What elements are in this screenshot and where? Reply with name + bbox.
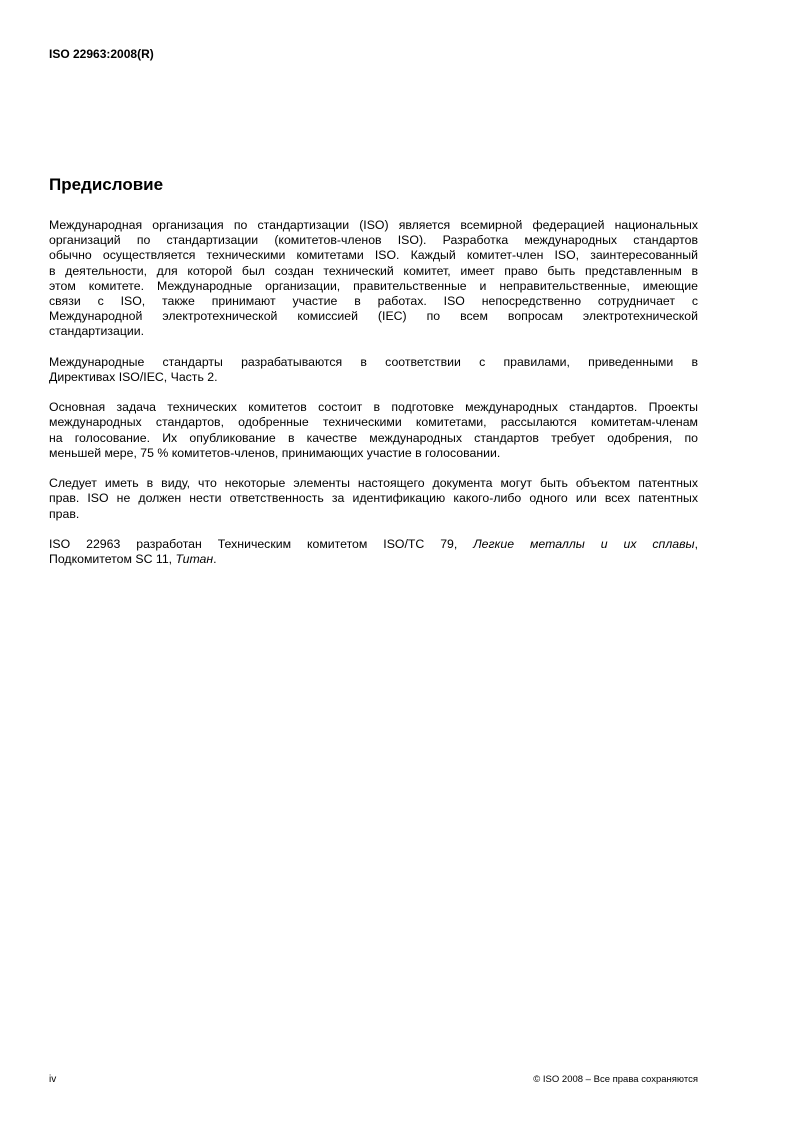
text-line: на голосование. Их опубликование в качестве международных стандартов требует одобрения, по — [49, 430, 698, 445]
text-line: Международная организация по стандартизации (ISO) является всемирной федерацией национальных — [49, 218, 698, 232]
text-line: Следует иметь в виду, что некоторые элементы настоящего документа могут быть объектом патентных — [49, 476, 698, 491]
paragraph-directives — [49, 355, 698, 385]
text-segment: ISO 22963 разработан Техническим комитетом ISO/TC 79, — [49, 536, 474, 551]
section-title: Предисловие — [49, 175, 164, 194]
text-line: организаций по стандартизации (комитетов-членов ISO). Разработка международных стандартов — [49, 233, 698, 248]
text-segment: . — [213, 552, 217, 567]
text-line: в деятельности, для которой был создан технический комитет, имеет право быть представленным в — [49, 263, 698, 278]
text-segment: Подкомитетом SC 11, — [49, 552, 176, 567]
text-line: этом комитете. Международные организации, правительственные и неправительственные, имеющие — [49, 278, 698, 293]
document-id-header: ISO 22963:2008(R) — [49, 47, 154, 61]
paragraph-prepared-by — [49, 537, 698, 567]
text-line: Международной электротехнической комиссией (IEC) по всем вопросам электротехнической — [49, 309, 698, 324]
document-body — [49, 218, 698, 583]
text-line: международных стандартов, одобренные техническими комитетами, рассылаются комитетам-членам — [49, 415, 698, 430]
text-line: Основная задача технических комитетов состоит в подготовке международных стандартов. Проекты — [49, 400, 698, 415]
text-line: прав. ISO не должен нести ответственность за идентификацию какого-либо одного или всех патентных — [49, 491, 698, 506]
text-line: меньшей мере, 75 % комитетов-членов, принимающих участие в голосовании. — [49, 445, 501, 460]
paragraph-patent-notice — [49, 476, 698, 522]
text-line: Директивах ISO/IEC, Часть 2. — [49, 369, 218, 384]
paragraph-iso-intro — [49, 218, 698, 340]
text-line: стандартизации. — [49, 324, 145, 339]
text-line: Международные стандарты разрабатываются в соответствии с правилами, приведенными в — [49, 354, 698, 369]
copyright-notice: © ISO 2008 – Все права сохраняются — [533, 1074, 698, 1085]
paragraph-committee-task — [49, 400, 698, 461]
text-line — [49, 552, 698, 567]
committee-name: Легкие металлы и их сплавы — [473, 536, 695, 551]
page-number: iv — [49, 1074, 57, 1085]
text-line: прав. — [49, 506, 80, 521]
text-line — [49, 537, 698, 552]
text-line: связи с ISO, также принимают участие в работах. ISO непосредственно сотрудничает с — [49, 293, 698, 308]
subcommittee-name: Титан — [175, 552, 214, 567]
text-segment: , — [694, 536, 698, 551]
text-line: обычно осуществляется техническими комитетами ISO. Каждый комитет-член ISO, заинтересованный — [49, 248, 698, 263]
